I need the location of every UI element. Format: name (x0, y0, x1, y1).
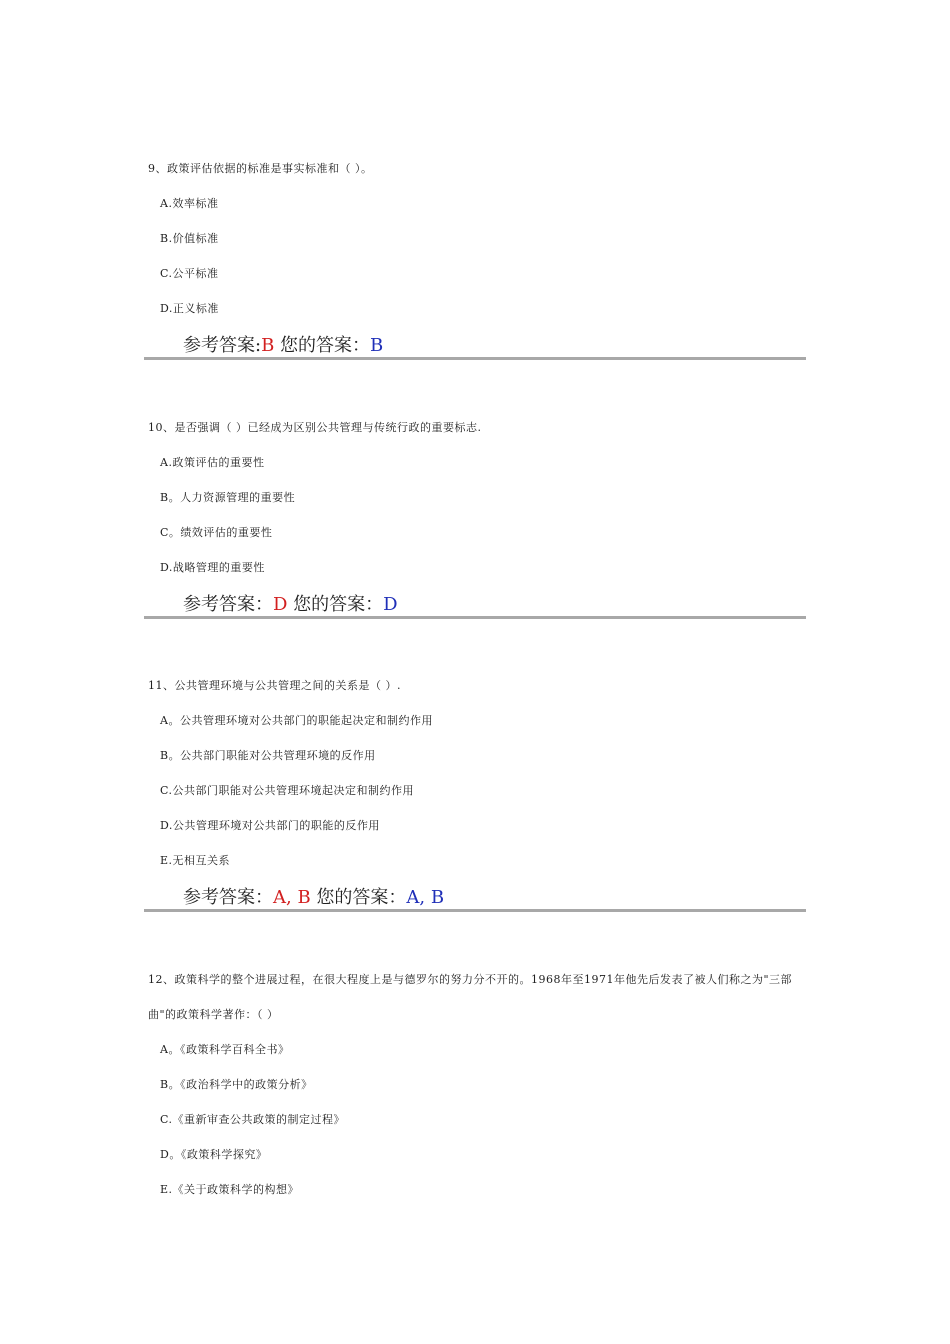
reference-answer-label: 参考答案： (183, 594, 273, 615)
option-a: A.效率标准 (160, 197, 219, 210)
your-answer-value: B (370, 335, 384, 356)
option-b: B.价值标准 (160, 232, 219, 245)
option-a: A。《政策科学百科全书》 (160, 1043, 290, 1056)
option-d: D。《政策科学探究》 (160, 1148, 268, 1161)
option-e: E.无相互关系 (160, 854, 231, 867)
your-answer-label: 您的答案： (280, 335, 371, 356)
divider (144, 616, 806, 619)
your-answer-label: 您的答案： (293, 594, 384, 615)
your-answer-label: 您的答案： (316, 887, 407, 908)
answer-line (183, 594, 398, 616)
reference-answer-value: B (261, 335, 275, 356)
option-c: C.公共部门职能对公共管理环境起决定和制约作用 (160, 784, 415, 797)
reference-answer-value: D (273, 594, 288, 615)
divider (144, 909, 806, 912)
question-stem: 11、公共管理环境与公共管理之间的关系是（ ）. (148, 679, 401, 692)
option-b: B。《政治科学中的政策分析》 (160, 1078, 313, 1091)
question-11 (148, 668, 808, 878)
question-stem: 12、政策科学的整个进展过程，在很大程度上是与德罗尔的努力分不开的。1968年至1971年他先后发表了被人们称之为"三部曲"的政策科学著作：（ ） (148, 973, 793, 1021)
answer-line (183, 887, 444, 909)
option-a: A。公共管理环境对公共部门的职能起决定和制约作用 (160, 714, 433, 727)
option-b: B。公共部门职能对公共管理环境的反作用 (160, 749, 376, 762)
option-d: D.正义标准 (160, 302, 219, 315)
option-a: A.政策评估的重要性 (160, 456, 265, 469)
option-b: B。人力资源管理的重要性 (160, 491, 296, 504)
option-c: C.《重新审查公共政策的制定过程》 (160, 1113, 346, 1126)
question-9 (148, 151, 808, 326)
option-d: D.公共管理环境对公共部门的职能的反作用 (160, 819, 380, 832)
reference-answer-label: 参考答案： (183, 887, 273, 908)
answer-line (183, 335, 383, 357)
option-c: C。绩效评估的重要性 (160, 526, 273, 539)
your-answer-value: A, B (406, 887, 445, 908)
question-stem: 9、政策评估依据的标准是事实标准和（ ）。 (148, 162, 373, 175)
reference-answer-value: A, B (273, 887, 311, 908)
your-answer-value: D (383, 594, 398, 615)
option-d: D.战略管理的重要性 (160, 561, 265, 574)
divider (144, 357, 806, 360)
question-10 (148, 410, 808, 585)
option-c: C.公平标准 (160, 267, 219, 280)
question-12 (148, 962, 808, 1207)
question-stem: 10、是否强调（ ）已经成为区别公共管理与传统行政的重要标志. (148, 421, 482, 434)
option-e: E.《关于政策科学的构想》 (160, 1183, 300, 1196)
reference-answer-label: 参考答案: (183, 335, 262, 356)
